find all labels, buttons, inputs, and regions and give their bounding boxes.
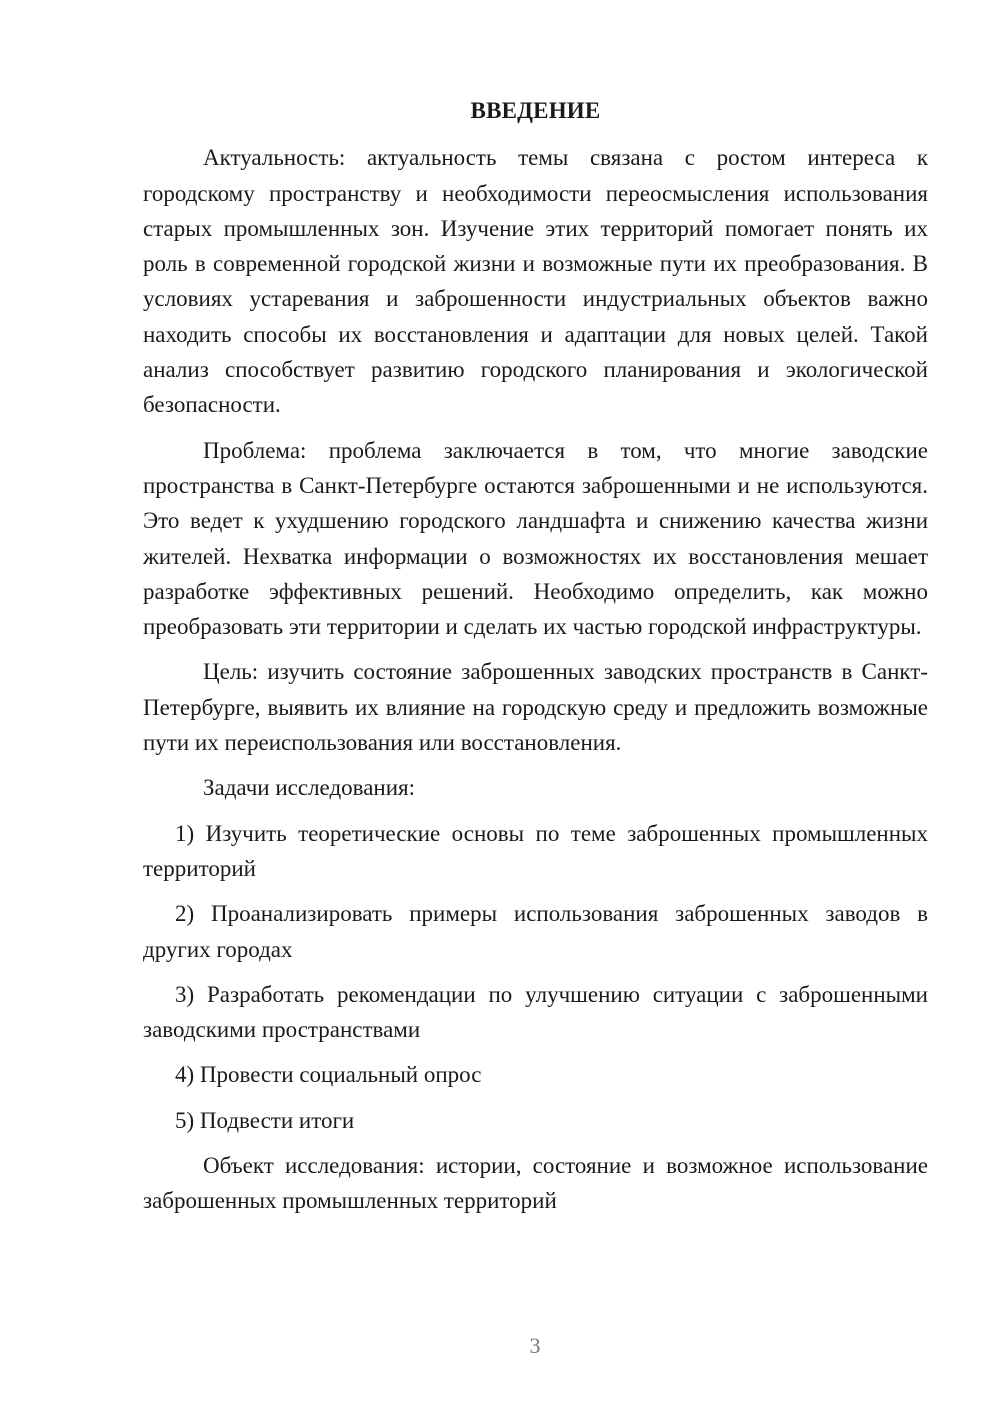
document-page — [143, 93, 928, 1229]
paragraph-tasks-intro: Задачи исследования: — [203, 775, 416, 801]
paragraph-goal: Цель: изучить состояние заброшенных заводских пространств в Санкт-Петербурге, выявить их влияние на городскую среду и предложить возможные пути их переиспользования или восстановления. — [143, 659, 928, 756]
paragraph-object: Объект исследования: истории, состояние и возможное использование заброшенных промышленных территорий — [143, 1153, 928, 1214]
page-number: 3 — [529, 1333, 541, 1358]
paragraph-problem: Проблема: проблема заключается в том, что многие заводские пространства в Санкт-Петербурге остаются заброшенными и не используются. Это ведет к ухудшению городского ландшафта и снижению качества жизни жителей. Нехватка информации о возможностях их восстановления мешает разработке эффективных решений. Необходимо определить, как можно преобразовать эти территории и сделать их частью городской инфраструктуры. — [143, 437, 928, 640]
paragraph-relevance: Актуальность: актуальность темы связана с ростом интереса к городскому пространству и необходимости переосмысления использования старых промышленных зон. Изучение этих территорий помогает понять их роль в современной городской жизни и возможные пути их преобразования. В условиях устаревания и заброшенности индустриальных объектов важно находить способы их восстановления и адаптации для новых целей. Такой анализ способствует развитию городского планирования и экологической безопасности. — [143, 145, 928, 418]
list-item: 4) Провести социальный опрос — [175, 1062, 482, 1088]
list-item: 2) Проанализировать примеры использования заброшенных заводов в других городах — [143, 901, 928, 962]
list-item: 5) Подвести итоги — [175, 1107, 355, 1133]
tasks-list — [143, 816, 928, 1138]
list-item: 1) Изучить теоретические основы по теме заброшенных промышленных территорий — [143, 820, 928, 881]
list-item: 3) Разработать рекомендации по улучшению ситуации с заброшенными заводскими пространствами — [143, 981, 928, 1043]
section-heading: ВВЕДЕНИЕ — [470, 98, 601, 123]
